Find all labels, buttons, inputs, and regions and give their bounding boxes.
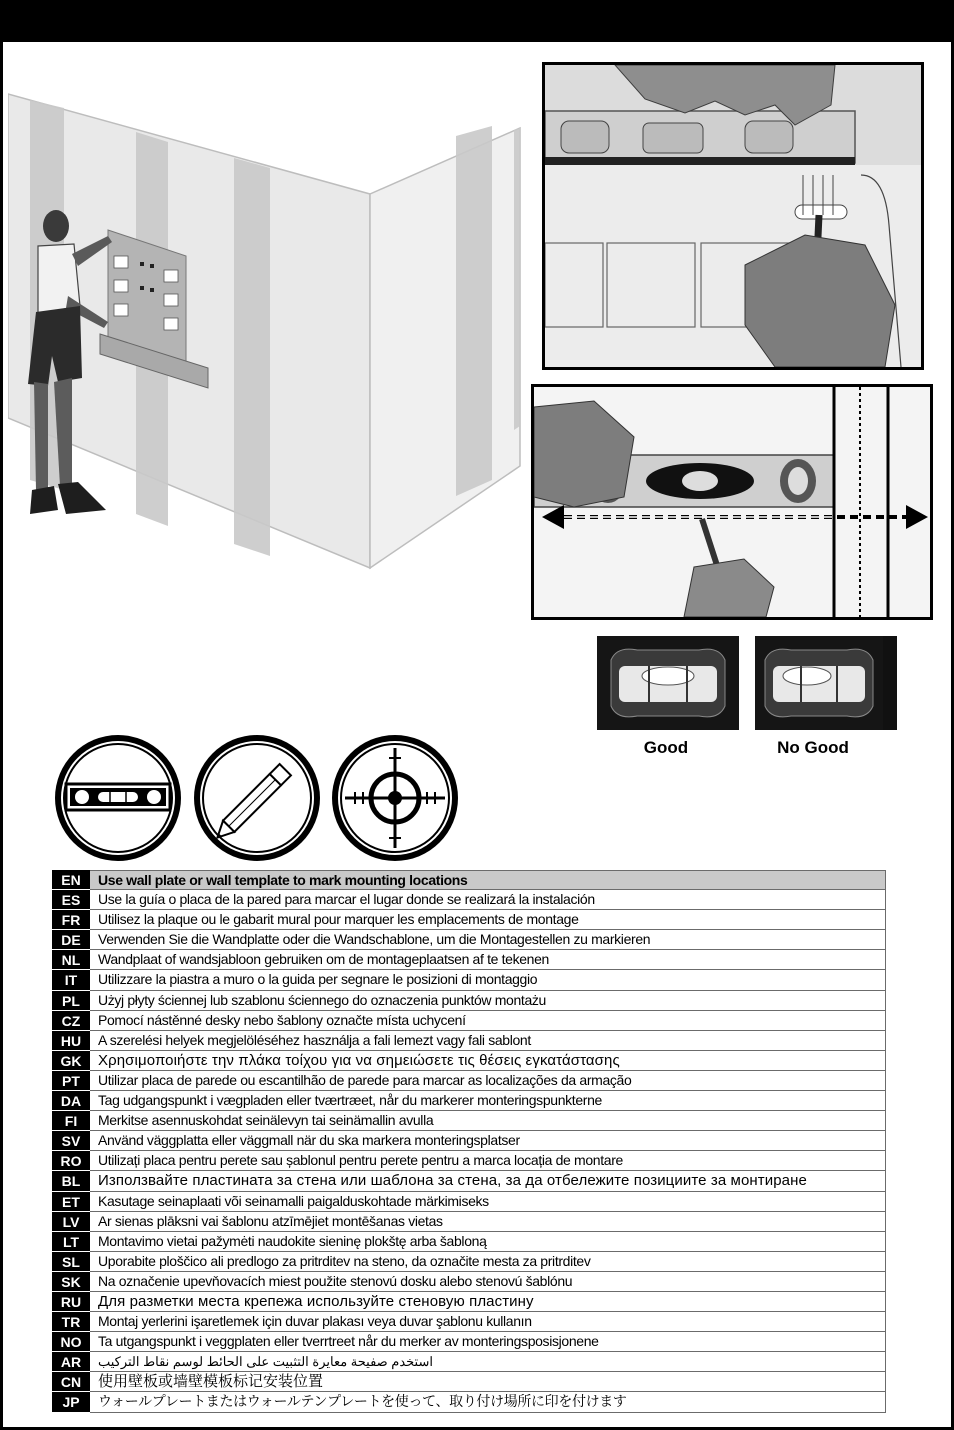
language-code: LV — [52, 1212, 90, 1232]
language-code: DA — [52, 1091, 90, 1111]
language-code: DE — [52, 930, 90, 950]
language-code: IT — [52, 970, 90, 990]
instruction-text: Montaj yerlerini işaretlemek için duvar plakası veya duvar şablonu kullanın — [90, 1312, 886, 1332]
language-row-pt — [52, 1071, 886, 1091]
language-row-et — [52, 1192, 886, 1212]
language-row-it — [52, 970, 886, 990]
language-row-pl — [52, 991, 886, 1011]
language-code: FI — [52, 1111, 90, 1131]
language-code: HU — [52, 1031, 90, 1051]
language-row-sl — [52, 1252, 886, 1272]
instruction-text: Merkitse asennuskohdat seinälevyn tai seinämallin avulla — [90, 1111, 886, 1131]
language-code: BL — [52, 1171, 90, 1191]
caption-no-good: No Good — [777, 738, 849, 757]
instruction-text: Na označenie upevňovacích miest použite stenovú dosku alebo stenovú šablónu — [90, 1272, 886, 1292]
instruction-text: Χρησιμοποιήστε την πλάκα τοίχου για να σημειώσετε τις θέσεις εγκατάστασης — [90, 1051, 886, 1071]
language-code: CZ — [52, 1011, 90, 1031]
instruction-text: Montavimo vietai pažymėti naudokite sieninę plokštę arba šabloną — [90, 1232, 886, 1252]
instruction-text: Tag udgangspunkt i vægpladen eller tværtræet, når du markerer monteringspunkterne — [90, 1091, 886, 1111]
language-code: SV — [52, 1131, 90, 1151]
language-code: FR — [52, 910, 90, 930]
language-row-no — [52, 1332, 886, 1352]
language-row-sv — [52, 1131, 886, 1151]
language-row-gk — [52, 1051, 886, 1071]
language-code: LT — [52, 1232, 90, 1252]
language-code: JP — [52, 1392, 90, 1412]
instruction-text: Pomocí nástěnné desky nebo šablony označte místa uchycení — [90, 1011, 886, 1031]
language-row-ru — [52, 1292, 886, 1312]
instruction-text: ウォールプレートまたはウォールテンプレートを使って、取り付け場所に印を付けます — [90, 1392, 886, 1412]
language-code: TR — [52, 1312, 90, 1332]
language-code: EN — [52, 870, 90, 890]
language-row-sk — [52, 1272, 886, 1292]
instruction-text: Utilizar placa de parede ou escantilhão de parede para marcar as localizações da armação — [90, 1071, 886, 1091]
language-row-lv — [52, 1212, 886, 1232]
instruction-table — [52, 870, 886, 1413]
language-row-jp — [52, 1392, 886, 1412]
instruction-text: Для разметки места крепежа используйте стеновую пластину — [90, 1292, 886, 1312]
instruction-text: Use wall plate or wall template to mark mounting locations — [90, 870, 886, 890]
instruction-text: Verwenden Sie die Wandplatte oder die Wandschablone, um die Montagestellen zu markieren — [90, 930, 886, 950]
language-row-cn — [52, 1372, 886, 1392]
wall-installation-illustration — [8, 86, 524, 570]
language-row-en — [52, 870, 886, 890]
level-line-photo — [531, 384, 933, 620]
language-row-da — [52, 1091, 886, 1111]
instruction-text: Kasutage seinaplaati või seinamalli paigalduskohtade märkimiseks — [90, 1192, 886, 1212]
language-code: SL — [52, 1252, 90, 1272]
caption-good: Good — [643, 738, 689, 757]
language-code: AR — [52, 1352, 90, 1372]
header-bar — [0, 0, 954, 42]
language-code: CN — [52, 1372, 90, 1392]
instruction-text: A szerelési helyek megjelöléséhez használja a fali lemezt vagy fali sablont — [90, 1031, 886, 1051]
instruction-text: Използвайте пластината за стена или шаблона за стена, за да отбележите позициите за монтиране — [90, 1171, 886, 1191]
instruction-text: Ta utgangspunkt i veggplaten eller tverrtreet når du merker av monteringsposisjonene — [90, 1332, 886, 1352]
crosshair-target-icon — [329, 732, 461, 864]
instruction-text: استخدم صفيحة معايرة التثبيت على الحائط لوسم نقاط التركيب — [90, 1352, 886, 1372]
instruction-text: 使用壁板或墙壁模板标记安装位置 — [90, 1372, 886, 1392]
language-row-ar — [52, 1352, 886, 1372]
language-row-hu — [52, 1031, 886, 1051]
instruction-text: Use la guía o placa de la pared para marcar el lugar donde se realizará la instalación — [90, 890, 886, 910]
language-row-lt — [52, 1232, 886, 1252]
instruction-text: Wandplaat of wandsjabloon gebruiken om de montageplaatsen af te tekenen — [90, 950, 886, 970]
pencil-icon — [191, 732, 323, 864]
level-icon — [52, 732, 184, 864]
language-code: PL — [52, 991, 90, 1011]
language-code: GK — [52, 1051, 90, 1071]
instruction-text: Utilizzare la piastra a muro o la guida per segnare le posizioni di montaggio — [90, 970, 886, 990]
bubble-good-image — [597, 636, 739, 730]
instruction-text: Utilizați placa pentru perete sau șablonul pentru perete pentru a marca locația de montare — [90, 1151, 886, 1171]
language-row-ro — [52, 1151, 886, 1171]
language-code: RO — [52, 1151, 90, 1171]
language-row-fr — [52, 910, 886, 930]
language-row-es — [52, 890, 886, 910]
language-code: NL — [52, 950, 90, 970]
instruction-text: Ar sienas plāksni vai šablonu atzīmējiet montēšanas vietas — [90, 1212, 886, 1232]
language-code: PT — [52, 1071, 90, 1091]
marking-photo — [542, 62, 924, 370]
language-code: SK — [52, 1272, 90, 1292]
instruction-text: Utilisez la plaque ou le gabarit mural pour marquer les emplacements de montage — [90, 910, 886, 930]
language-row-nl — [52, 950, 886, 970]
language-row-de — [52, 930, 886, 950]
instruction-text: Uporabite ploščico ali predlogo za pritrditev na steno, da označite mesta za pritrditev — [90, 1252, 886, 1272]
language-row-bl — [52, 1171, 886, 1191]
bubble-no-good-image — [755, 636, 897, 730]
language-code: NO — [52, 1332, 90, 1352]
language-row-tr — [52, 1312, 886, 1332]
instruction-text: Använd väggplatta eller väggmall när du ska markera monteringsplatser — [90, 1131, 886, 1151]
language-row-cz — [52, 1011, 886, 1031]
language-row-fi — [52, 1111, 886, 1131]
language-code: ES — [52, 890, 90, 910]
language-code: ET — [52, 1192, 90, 1212]
language-code: RU — [52, 1292, 90, 1312]
instruction-text: Użyj płyty ściennej lub szablonu ściennego do oznaczenia punktów montażu — [90, 991, 886, 1011]
